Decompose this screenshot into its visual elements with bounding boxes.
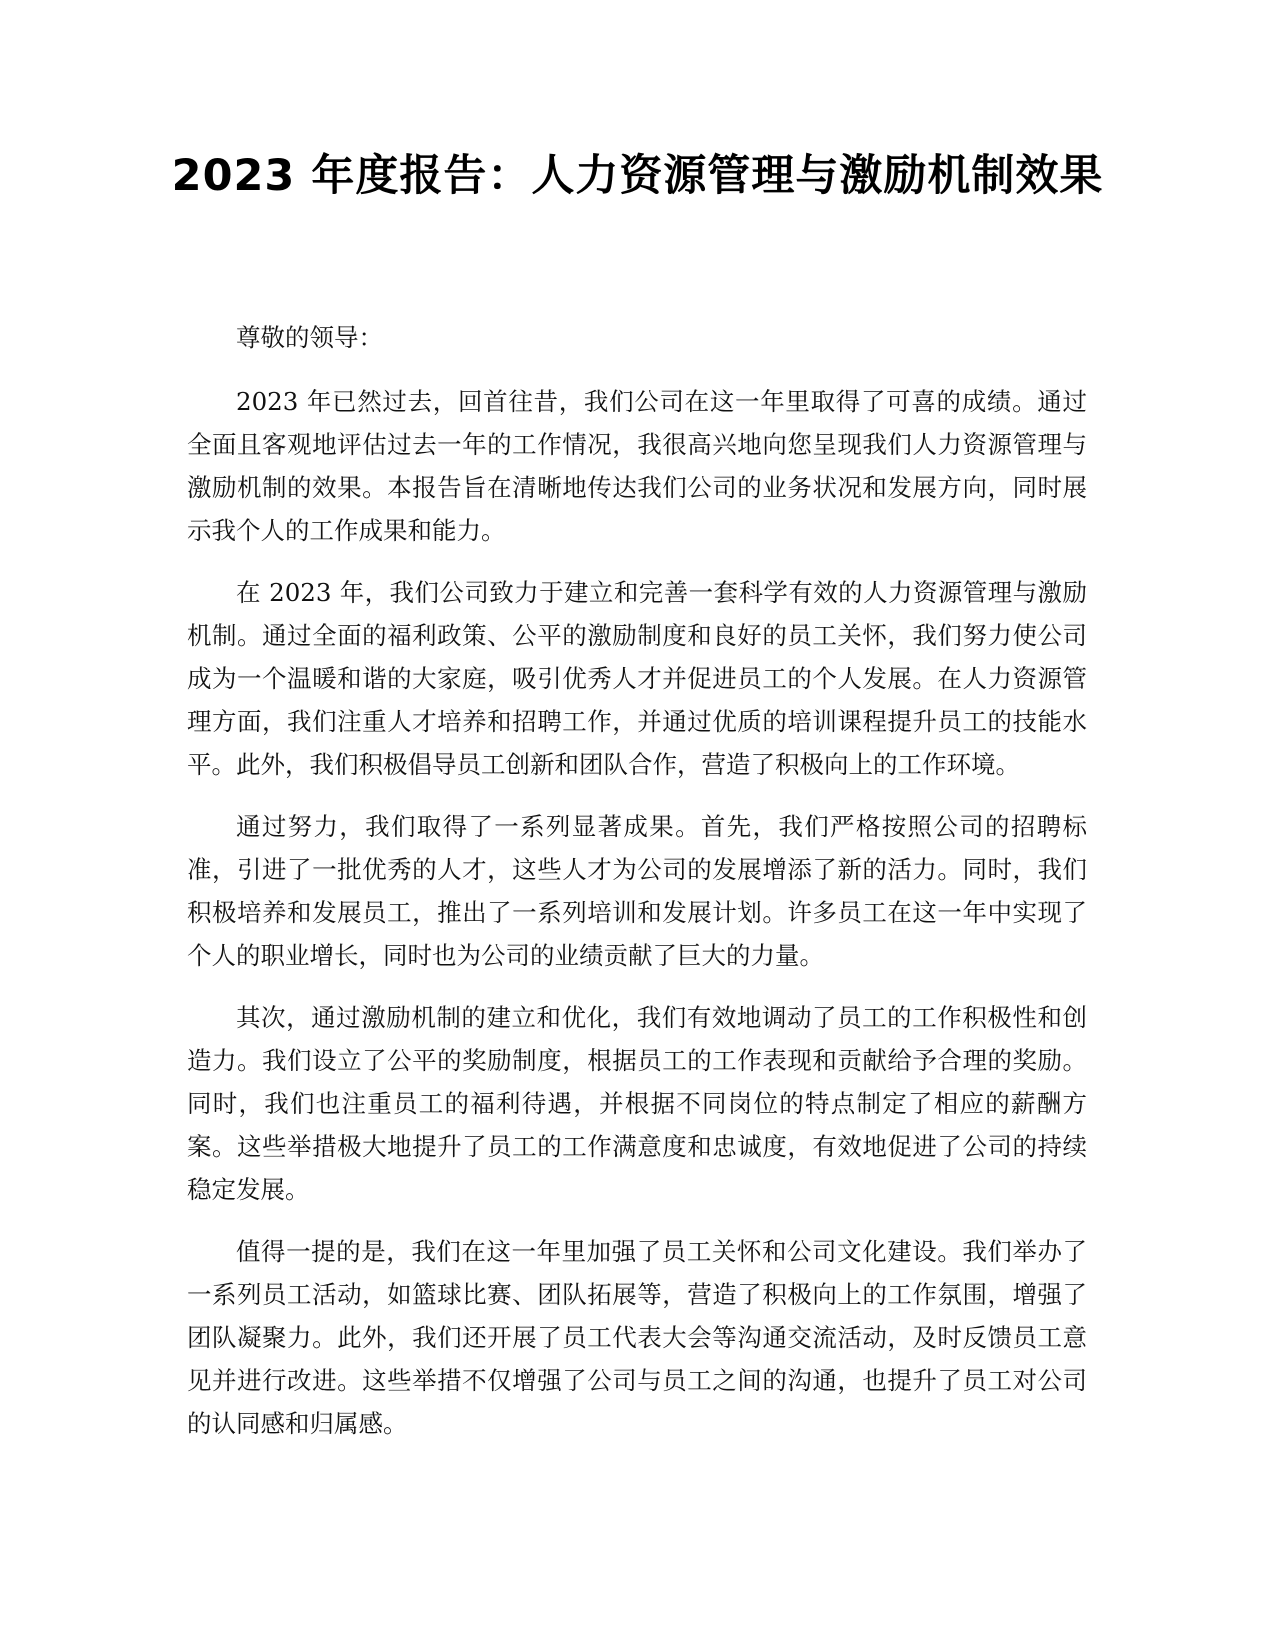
document-title: 2023 年度报告：人力资源管理与激励机制效果 — [171, 151, 1104, 201]
paragraph: 在 2023 年，我们公司致力于建立和完善一套科学有效的人力资源管理与激励机制。通过全面的福利政策、公平的激励制度和良好的员工关怀，我们努力使公司成为一个温暖和谐的大家庭，吸引优秀人才并促进员工的个人发展。在人力资源管理方面，我们注重人才培养和招聘工作，并通过优质的培训课程提升员工的技能水平。此外，我们积极倡导员工创新和团队合作，营造了积极向上的工作环境。 — [187, 578, 1087, 779]
paragraph: 通过努力，我们取得了一系列显著成果。首先，我们严格按照公司的招聘标准，引进了一批优秀的人才，这些人才为公司的发展增添了新的活力。同时，我们积极培养和发展员工，推出了一系列培训和发展计划。许多员工在这一年中实现了个人的职业增长，同时也为公司的业绩贡献了巨大的力量。 — [187, 812, 1087, 970]
paragraph: 值得一提的是，我们在这一年里加强了员工关怀和公司文化建设。我们举办了一系列员工活动，如篮球比赛、团队拓展等，营造了积极向上的工作氛围，增强了团队凝聚力。此外，我们还开展了员工代表大会等沟通交流活动，及时反馈员工意见并进行改进。这些举措不仅增强了公司与员工之间的沟通，也提升了员工对公司的认同感和归属感。 — [187, 1237, 1087, 1438]
paragraph: 2023 年已然过去，回首往昔，我们公司在这一年里取得了可喜的成绩。通过全面且客观地评估过去一年的工作情况，我很高兴地向您呈现我们人力资源管理与激励机制的效果。本报告旨在清晰地传达我们公司的业务状况和发展方向，同时展示我个人的工作成果和能力。 — [187, 387, 1087, 545]
salutation: 尊敬的领导： — [236, 323, 383, 352]
document-body — [187, 316, 1087, 1464]
paragraph: 其次，通过激励机制的建立和优化，我们有效地调动了员工的工作积极性和创造力。我们设立了公平的奖励制度，根据员工的工作表现和贡献给予合理的奖励。同时，我们也注重员工的福利待遇，并根据不同岗位的特点制定了相应的薪酬方案。这些举措极大地提升了员工的工作满意度和忠诚度，有效地促进了公司的持续稳定发展。 — [187, 1003, 1087, 1204]
